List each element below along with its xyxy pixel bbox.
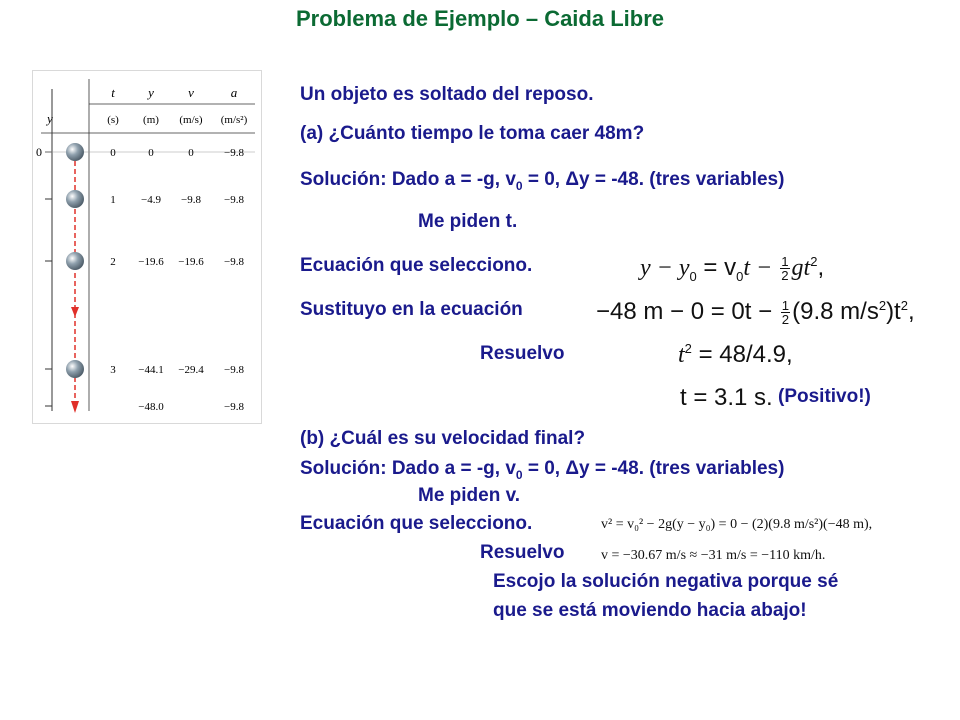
note-line-2: que se está moviendo hacia abajo!: [493, 600, 807, 621]
origin-label: 0: [36, 145, 42, 159]
free-fall-diagram: [33, 71, 261, 423]
part-b-solve: Resuelvo: [480, 542, 565, 563]
arrow-head-end-icon: [71, 401, 79, 413]
ball-t3-icon: [66, 360, 84, 378]
cell-t: 2: [110, 256, 116, 268]
arrow-head-mid-icon: [71, 307, 79, 317]
header-a: a: [230, 85, 238, 100]
positive-note: (Positivo!): [778, 386, 871, 407]
header-v: v: [188, 85, 194, 100]
equation-kinematic: $y - y_0 = v_0t$ − $\frac{1}{2}$ $gt^2$,: [640, 253, 825, 284]
cell-t: 3: [110, 364, 116, 376]
given-subscript: 0: [515, 178, 523, 193]
cell-t: 1: [110, 194, 116, 206]
cell-y: −44.1: [138, 364, 164, 376]
cell-a: −9.8: [224, 256, 244, 268]
part-a-asked: Me piden t.: [418, 211, 518, 232]
equation-t-squared: $t^2 = 48/4.9$,: [678, 341, 793, 368]
cell-a: −9.8: [224, 194, 244, 206]
cell-t: 0: [110, 147, 116, 159]
substitute-text: Sustituyo en la ecuación: [300, 299, 523, 320]
cell-y: 0: [148, 147, 154, 159]
equation-t-result: t = 3.1 s.: [680, 384, 773, 411]
cell-v: 0: [188, 147, 194, 159]
y-axis-label: y: [47, 111, 53, 126]
unit-y: (m): [143, 114, 159, 126]
part-a-question: (a) ¿Cuánto tiempo le toma caer 48m?: [300, 123, 645, 144]
cell-y: −48.0: [138, 401, 164, 413]
given-suffix: = 0, Δy = -48. (tres variables): [522, 169, 785, 190]
part-a-given: [300, 169, 784, 193]
slide-title: Problema de Ejemplo – Caida Libre: [296, 6, 664, 31]
given-subscript: 0: [515, 467, 523, 482]
header-y: y: [148, 85, 154, 100]
intro-text: Un objeto es soltado del reposo.: [300, 84, 594, 105]
cell-v: −9.8: [181, 194, 201, 206]
free-fall-figure: [32, 70, 262, 424]
unit-a: (m/s²): [220, 114, 248, 126]
cell-y: −19.6: [138, 256, 164, 268]
equation-substituted: −48 m − 0 = 0t − $\frac{1}{2}$ (9.8 $m/s^2)t^2$,: [596, 297, 915, 328]
part-a-select: Ecuación que selecciono.: [300, 255, 533, 276]
cell-v: −29.4: [178, 364, 204, 376]
given-prefix: Solución: Dado a = -g, v: [300, 169, 516, 190]
given-prefix: Solución: Dado a = -g, v: [300, 458, 516, 479]
note-line-1: Escojo la solución negativa porque sé: [493, 571, 839, 592]
cell-y: −4.9: [141, 194, 161, 206]
cell-a: −9.8: [224, 401, 244, 413]
unit-v: (m/s): [179, 114, 203, 126]
part-b-given: [300, 458, 784, 482]
equation-velocity-result: v = −30.67 m/s ≈ −31 m/s = −110 km/h.: [601, 548, 826, 563]
cell-a: −9.8: [224, 364, 244, 376]
part-b-asked: Me piden v.: [418, 485, 521, 506]
unit-t: (s): [107, 114, 119, 126]
given-suffix: = 0, Δy = -48. (tres variables): [522, 458, 785, 479]
part-b-question: (b) ¿Cuál es su velocidad final?: [300, 428, 586, 449]
cell-v: −19.6: [178, 256, 204, 268]
part-b-select: Ecuación que selecciono.: [300, 513, 533, 534]
cell-a: −9.8: [224, 147, 244, 159]
ball-t2-icon: [66, 252, 84, 270]
part-a-solve: Resuelvo: [480, 343, 565, 364]
ball-t1-icon: [66, 190, 84, 208]
ball-t0-icon: [66, 143, 84, 161]
header-t: t: [111, 85, 115, 100]
equation-velocity-squared: v² = v₀² − 2g(y − y₀) = 0 − (2)(9.8 m/s²)(−48 m),: [601, 517, 873, 532]
